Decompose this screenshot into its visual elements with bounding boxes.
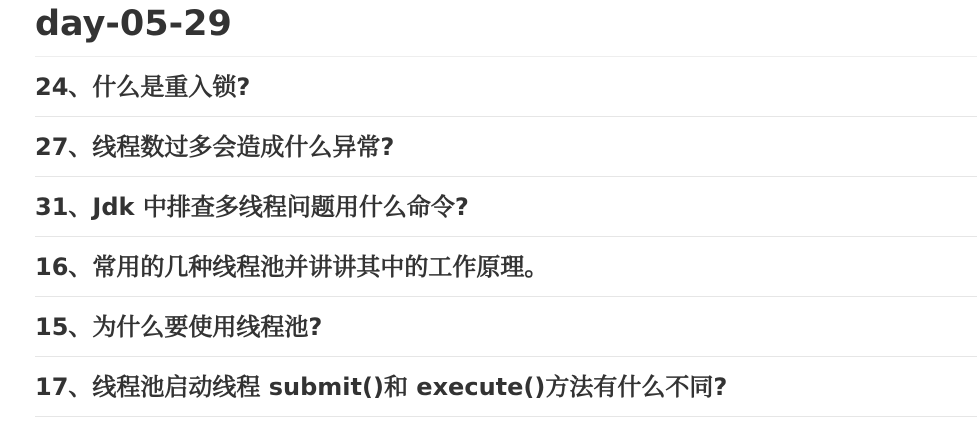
list-item[interactable] — [35, 297, 977, 357]
question-heading[interactable]: 16、常用的几种线程池并讲讲其中的工作原理。 — [35, 253, 549, 281]
question-heading[interactable]: 31、Jdk 中排查多线程问题用什么命令? — [35, 193, 469, 221]
question-heading[interactable]: 24、什么是重入锁? — [35, 73, 251, 101]
list-item[interactable] — [35, 57, 977, 117]
question-heading[interactable]: 27、线程数过多会造成什么异常? — [35, 133, 395, 161]
list-item[interactable] — [35, 237, 977, 297]
question-heading[interactable]: 17、线程池启动线程 submit()和 execute()方法有什么不同? — [35, 373, 728, 401]
question-list — [35, 57, 977, 417]
list-item[interactable] — [35, 117, 977, 177]
list-item[interactable] — [35, 177, 977, 237]
page-title: day-05-29 — [35, 4, 232, 44]
list-item[interactable] — [35, 357, 977, 417]
question-heading[interactable]: 15、为什么要使用线程池? — [35, 313, 323, 341]
